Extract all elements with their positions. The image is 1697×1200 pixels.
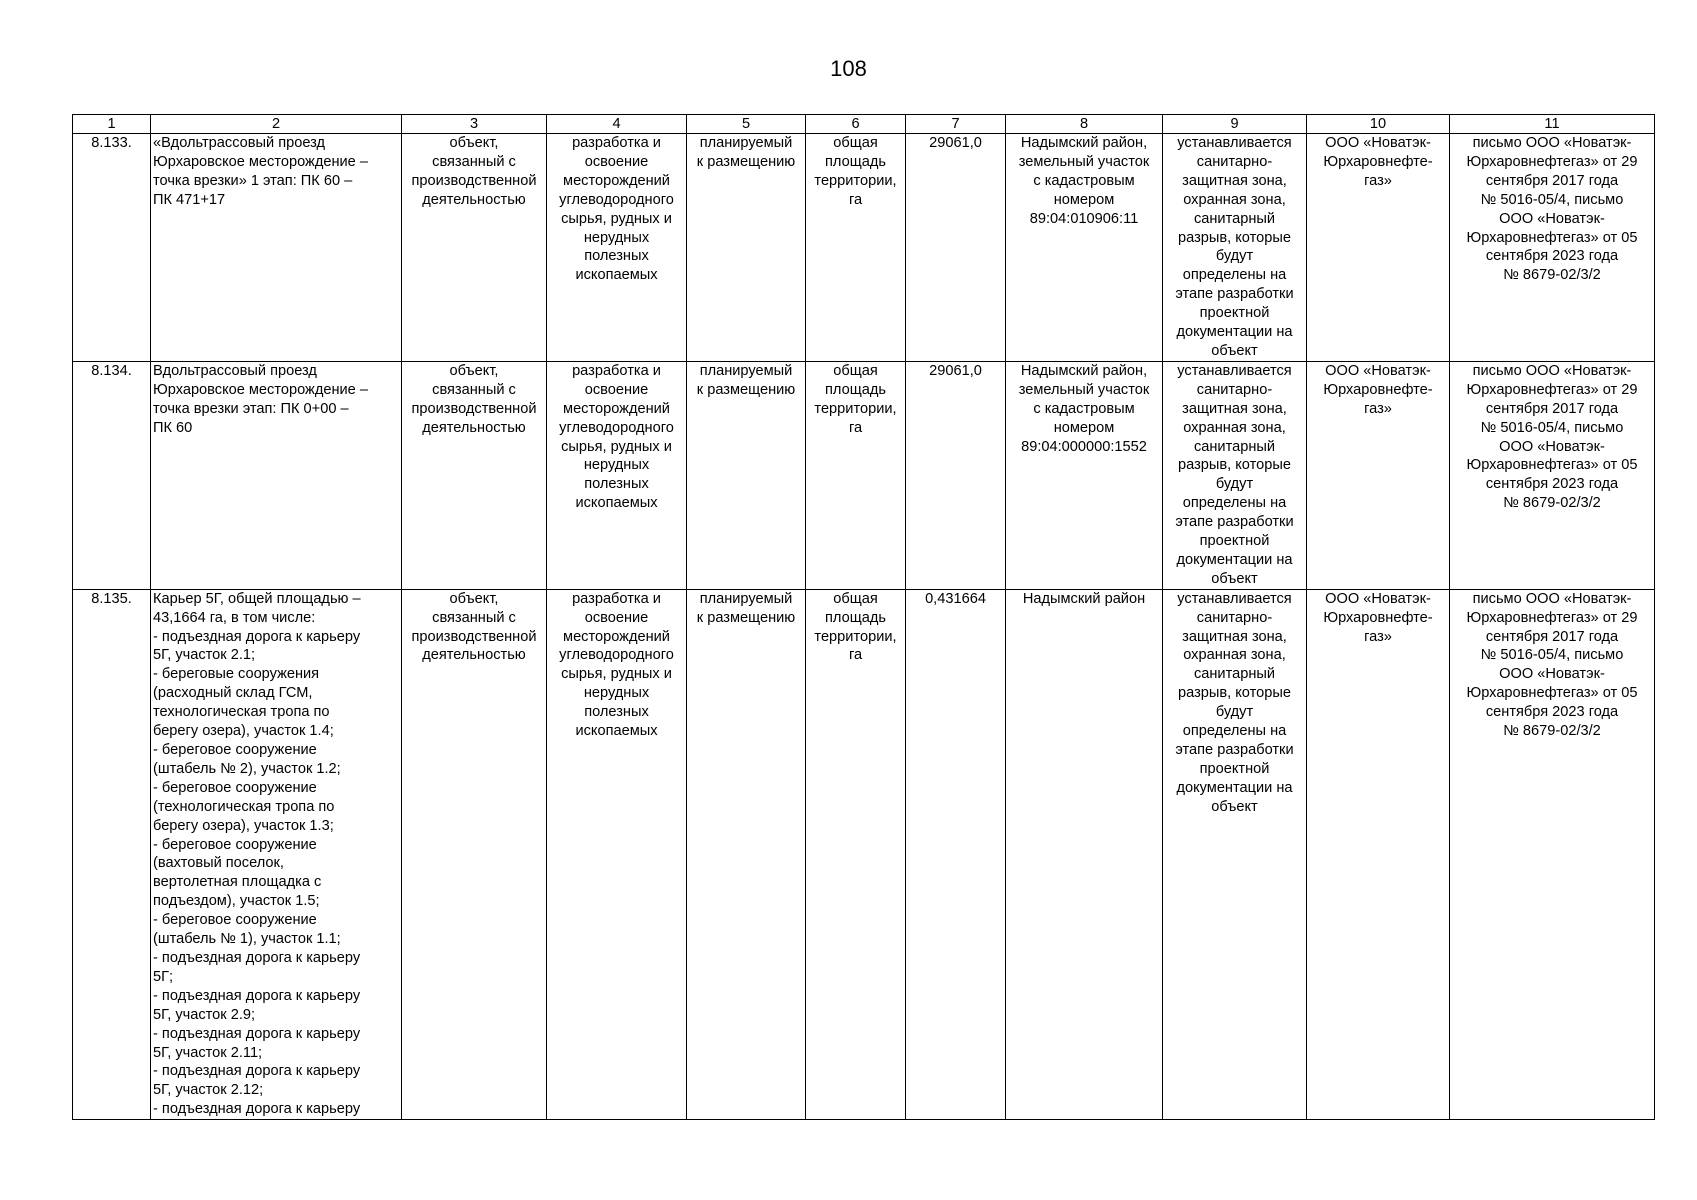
owner-cell: ООО «Новатэк- Юрхаровнефте- газ»: [1307, 589, 1450, 1119]
value-cell: 29061,0: [906, 361, 1006, 589]
zone-cell: устанавливается санитарно- защитная зона, охранная зона, санитарный разрыв, которые будут определены на этапе разработки проектной документации на объект: [1163, 589, 1307, 1119]
purpose-cell: разработка и освоение месторождений углеводородного сырья, рудных и нерудных полезных ископаемых: [547, 589, 687, 1119]
table-row: [73, 361, 1655, 589]
object-name-cell: Карьер 5Г, общей площадью – 43,1664 га, в том числе: - подъездная дорога к карьеру 5Г, участок 2.1; - береговые сооружения (расходный склад ГСМ, технологическая тропа по берегу озера), участок 1.4; - береговое сооружение (штабель № 2), участок 1.2; - береговое сооружение (технологическая тропа по берегу озера), участок 1.3; - береговое сооружение (вахтовый поселок, вертолетная площадка с подъездом), участок 1.5; - береговое сооружение (штабель № 1), участок 1.1; - подъездная дорога к карьеру 5Г; - подъездная дорога к карьеру 5Г, участок 2.9; - подъездная дорога к карьеру 5Г, участок 2.11; - подъездная дорога к карьеру 5Г, участок 2.12; - подъездная дорога к карьеру: [151, 589, 402, 1119]
zone-cell: устанавливается санитарно- защитная зона, охранная зона, санитарный разрыв, которые будут определены на этапе разработки проектной документации на объект: [1163, 134, 1307, 362]
basis-cell: письмо ООО «Новатэк- Юрхаровнефтегаз» от 29 сентября 2017 года № 5016-05/4, письмо ООО «Новатэк- Юрхаровнефтегаз» от 05 сентября 2023 года № 8679-02/3/2: [1450, 361, 1655, 589]
status-cell: планируемый к размещению: [687, 589, 806, 1119]
column-header-8: 8: [1006, 115, 1163, 134]
object-type-cell: объект, связанный с производственной деятельностью: [402, 361, 547, 589]
table-row: [73, 589, 1655, 1119]
owner-cell: ООО «Новатэк- Юрхаровнефте- газ»: [1307, 134, 1450, 362]
column-header-1: 1: [73, 115, 151, 134]
object-type-cell: объект, связанный с производственной деятельностью: [402, 589, 547, 1119]
characteristic-cell: общая площадь территории, га: [806, 134, 906, 362]
object-type-cell: объект, связанный с производственной деятельностью: [402, 134, 547, 362]
column-header-9: 9: [1163, 115, 1307, 134]
status-cell: планируемый к размещению: [687, 361, 806, 589]
basis-cell: письмо ООО «Новатэк- Юрхаровнефтегаз» от 29 сентября 2017 года № 5016-05/4, письмо ООО «Новатэк- Юрхаровнефтегаз» от 05 сентября 2023 года № 8679-02/3/2: [1450, 134, 1655, 362]
owner-cell: ООО «Новатэк- Юрхаровнефте- газ»: [1307, 361, 1450, 589]
purpose-cell: разработка и освоение месторождений углеводородного сырья, рудных и нерудных полезных ископаемых: [547, 134, 687, 362]
object-name-cell: «Вдольтрассовый проезд Юрхаровское месторождение – точка врезки» 1 этап: ПК 60 – ПК 471+17: [151, 134, 402, 362]
row-number-cell: 8.133.: [73, 134, 151, 362]
value-cell: 0,431664: [906, 589, 1006, 1119]
column-header-6: 6: [806, 115, 906, 134]
row-number-cell: 8.135.: [73, 589, 151, 1119]
basis-cell: письмо ООО «Новатэк- Юрхаровнефтегаз» от 29 сентября 2017 года № 5016-05/4, письмо ООО «Новатэк- Юрхаровнефтегаз» от 05 сентября 2023 года № 8679-02/3/2: [1450, 589, 1655, 1119]
table-row: [73, 134, 1655, 362]
zone-cell: устанавливается санитарно- защитная зона, охранная зона, санитарный разрыв, которые будут определены на этапе разработки проектной документации на объект: [1163, 361, 1307, 589]
column-header-3: 3: [402, 115, 547, 134]
column-header-5: 5: [687, 115, 806, 134]
characteristic-cell: общая площадь территории, га: [806, 361, 906, 589]
value-cell: 29061,0: [906, 134, 1006, 362]
location-cell: Надымский район: [1006, 589, 1163, 1119]
column-header-7: 7: [906, 115, 1006, 134]
header-row: [73, 115, 1655, 134]
purpose-cell: разработка и освоение месторождений углеводородного сырья, рудных и нерудных полезных ископаемых: [547, 361, 687, 589]
column-header-4: 4: [547, 115, 687, 134]
location-cell: Надымский район, земельный участок с кадастровым номером 89:04:000000:1552: [1006, 361, 1163, 589]
row-number-cell: 8.134.: [73, 361, 151, 589]
location-cell: Надымский район, земельный участок с кадастровым номером 89:04:010906:11: [1006, 134, 1163, 362]
column-header-11: 11: [1450, 115, 1655, 134]
page-number: 108: [830, 56, 867, 81]
status-cell: планируемый к размещению: [687, 134, 806, 362]
characteristic-cell: общая площадь территории, га: [806, 589, 906, 1119]
column-header-2: 2: [151, 115, 402, 134]
object-name-cell: Вдольтрассовый проезд Юрхаровское месторождение – точка врезки этап: ПК 0+00 – ПК 60: [151, 361, 402, 589]
registry-table: [72, 114, 1655, 1120]
column-header-10: 10: [1307, 115, 1450, 134]
